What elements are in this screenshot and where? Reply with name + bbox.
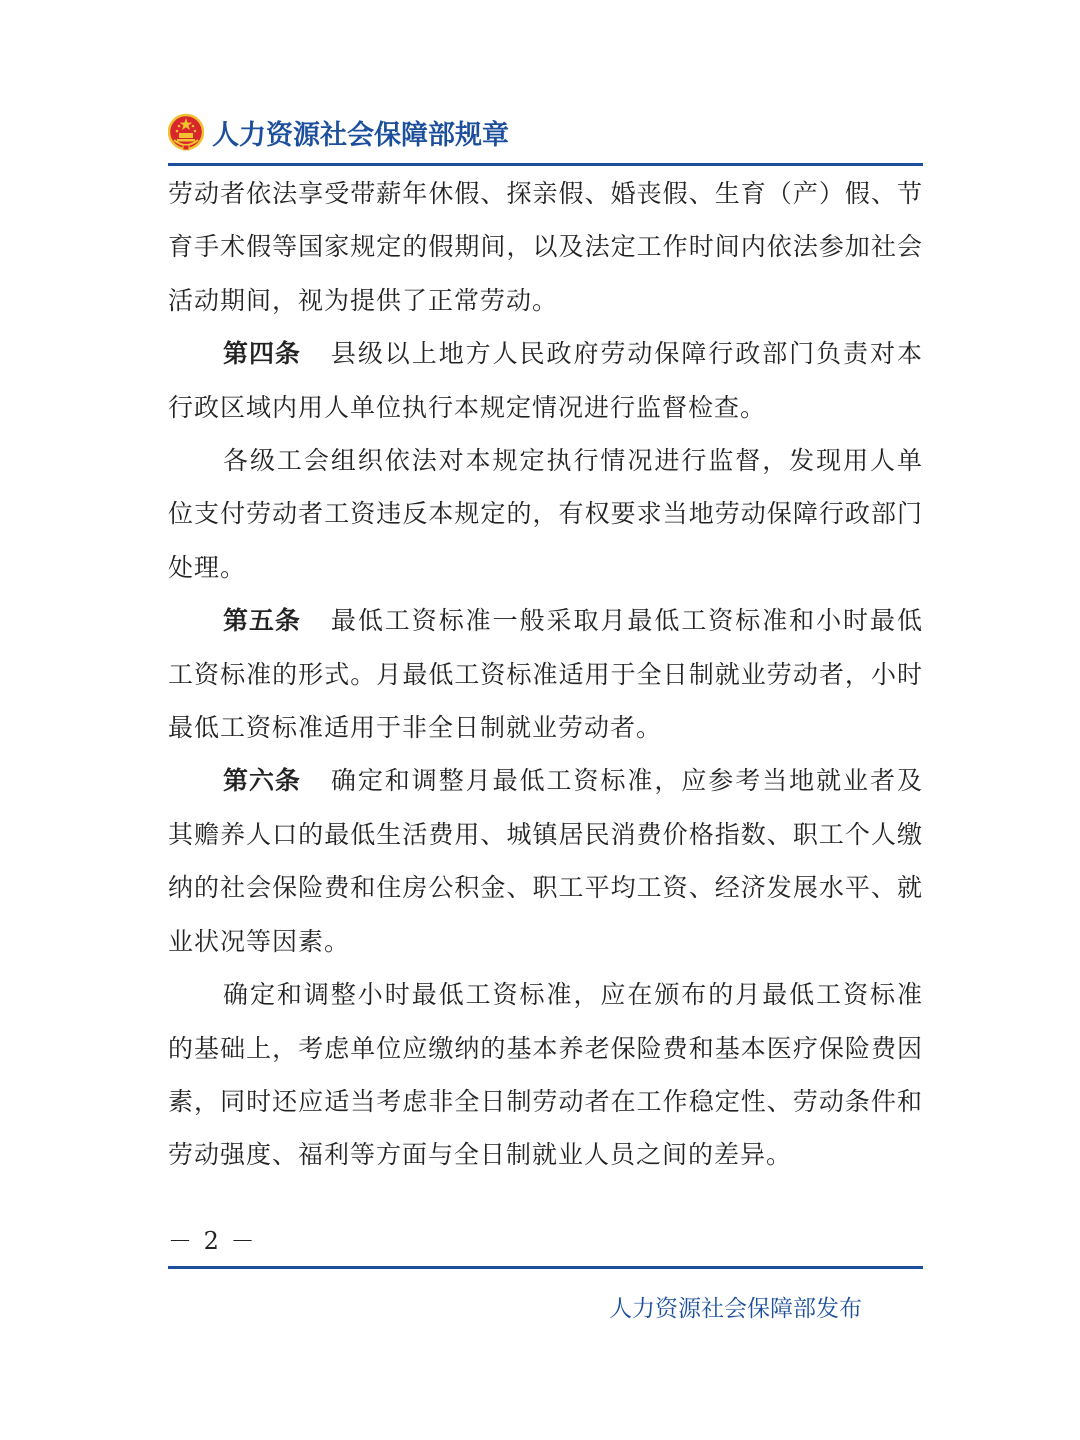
paragraph-continuation: 劳动者依法享受带薪年休假、探亲假、婚丧假、生育（产）假、节育手术假等国家规定的假期间，以及法定工作时间内依法参加社会活动期间，视为提供了正常劳动。	[168, 179, 923, 315]
paragraph-union-supervision: 各级工会组织依法对本规定执行情况进行监督，发现用人单位支付劳动者工资违反本规定的，有权要求当地劳动保障行政部门处理。	[168, 446, 923, 582]
article-5-label: 第五条	[223, 606, 301, 636]
header-divider	[168, 163, 923, 166]
article-6-text: 确定和调整月最低工资标准，应参考当地就业者及其赡养人口的最低生活费用、城镇居民消费价格指数、职工个人缴纳的社会保险费和住房公积金、职工平均工资、经济发展水平、就业状况等因素。	[168, 766, 923, 956]
article-4-label: 第四条	[223, 339, 301, 369]
footer-divider	[168, 1266, 923, 1269]
paragraph-hourly-wage: 确定和调整小时最低工资标准，应在颁布的月最低工资标准的基础上，考虑单位应缴纳的基本养老保险费和基本医疗保险费因素，同时还应适当考虑非全日制劳动者在工作稳定性、劳动条件和劳动强度、福利等方面与全日制就业人员之间的差异。	[168, 980, 923, 1170]
national-emblem-icon	[168, 112, 204, 152]
article-5-text: 最低工资标准一般采取月最低工资标准和小时最低工资标准的形式。月最低工资标准适用于全日制就业劳动者，小时最低工资标准适用于非全日制就业劳动者。	[168, 606, 923, 743]
header-title: 人力资源社会保障部规章	[212, 119, 509, 151]
footer-publisher: 人力资源社会保障部发布	[609, 1296, 862, 1322]
document-header	[168, 104, 923, 160]
article-6-label: 第六条	[223, 766, 301, 796]
article-4	[168, 327, 923, 434]
article-5	[168, 594, 923, 754]
article-4-text: 县级以上地方人民政府劳动保障行政部门负责对本行政区域内用人单位执行本规定情况进行监督检查。	[168, 339, 923, 422]
document-body	[168, 167, 923, 1182]
page-number: － 2 －	[168, 1227, 257, 1255]
article-6	[168, 754, 923, 968]
